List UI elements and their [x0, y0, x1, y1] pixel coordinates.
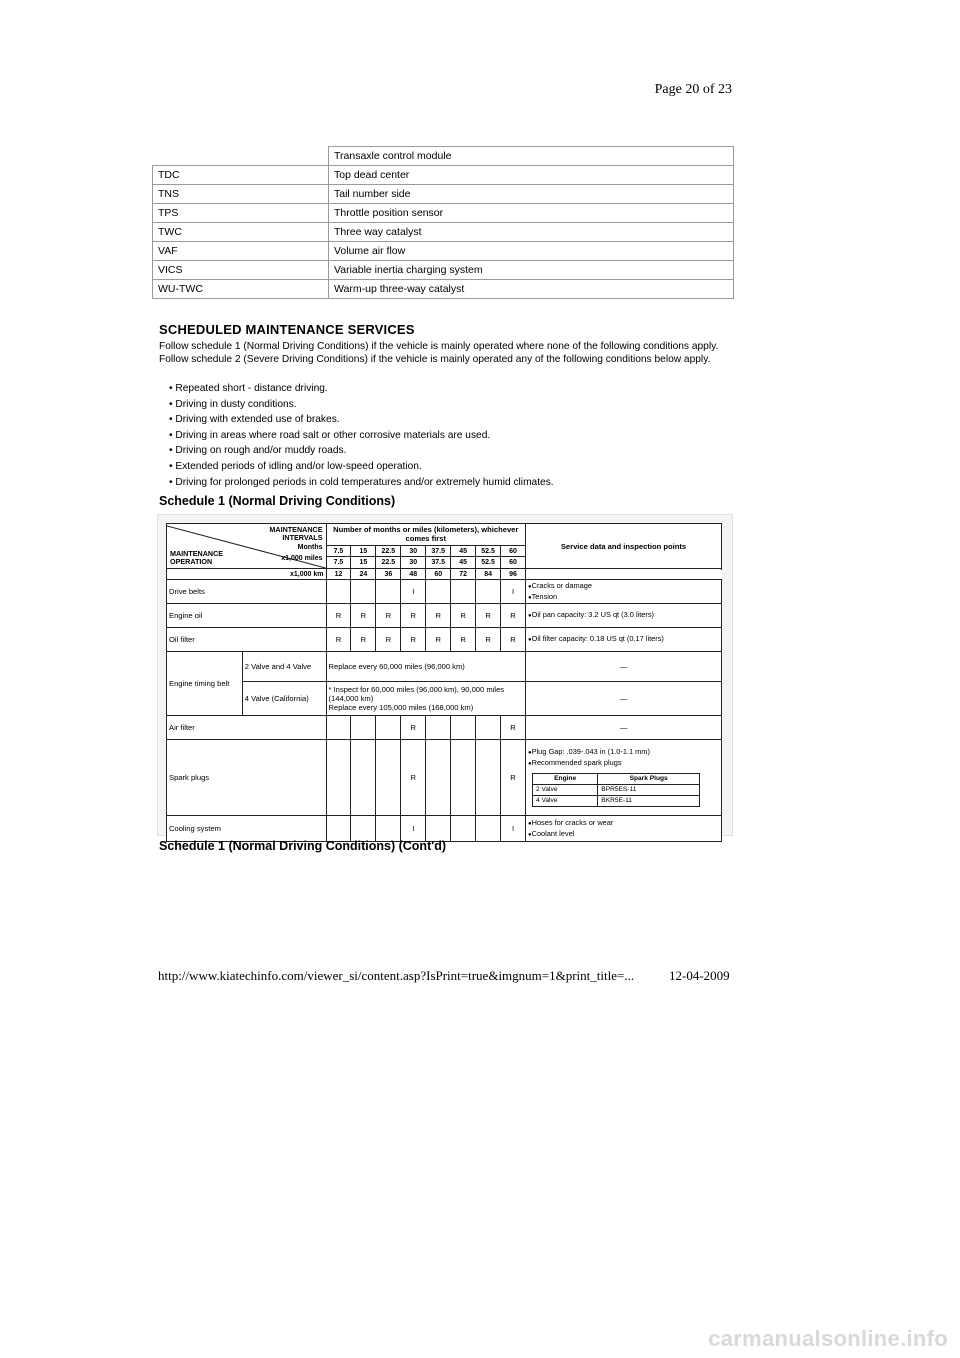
condition-item: • Driving with extended use of brakes.: [169, 414, 340, 426]
engine-oil-mark: R: [351, 604, 376, 628]
engine-oil-mark: R: [401, 604, 426, 628]
spark-plugs-mark: R: [401, 740, 426, 816]
section-title: SCHEDULED MAINTENANCE SERVICES: [159, 322, 415, 337]
abbreviation-code: TWC: [153, 223, 329, 242]
schedule1-heading: Schedule 1 (Normal Driving Conditions): [159, 494, 396, 508]
condition-item: • Driving in areas where road salt or other corrosive materials are used.: [169, 429, 491, 441]
abbreviation-code: [153, 147, 329, 166]
intro-line-1: Follow schedule 1 (Normal Driving Conditions) if the vehicle is mainly operated where none of the following conditions apply.: [159, 341, 719, 352]
intro-line-2: Follow schedule 2 (Severe Driving Conditions) if the vehicle is mainly operated any of the following conditions below apply.: [159, 354, 711, 365]
section-intro: [159, 340, 739, 366]
condition-item: • Repeated short - distance driving.: [169, 383, 328, 394]
abbreviation-row: [153, 223, 734, 242]
oil-filter-note: ● Oil filter capacity: 0.18 US qt (0.17 liters): [528, 634, 719, 645]
km-value: 72: [451, 569, 476, 580]
oil-filter-mark: R: [401, 628, 426, 652]
abbreviation-row: [153, 242, 734, 261]
km-value: 84: [476, 569, 501, 580]
spark-plugs-mark: R: [501, 740, 526, 816]
miles-label: x1,000 miles: [281, 555, 323, 562]
abbreviation-meaning: Tail number side: [329, 185, 734, 204]
engine-oil-note: ● Oil pan capacity: 3.2 US qt (3.0 liters): [528, 610, 719, 621]
maintenance-schedule-figure: [157, 514, 733, 836]
abbreviation-code: VAF: [153, 242, 329, 261]
abbreviation-meaning: Top dead center: [329, 166, 734, 185]
oil-filter-mark: R: [351, 628, 376, 652]
months-value: 15: [351, 545, 376, 557]
km-value: 36: [376, 569, 401, 580]
km-value: 12: [326, 569, 351, 580]
drive-belts-label: Drive belts: [167, 580, 327, 604]
watermark: carmanualsonline.info: [708, 1326, 948, 1351]
drive-belts-note: ● Tension: [528, 592, 719, 603]
oil-filter-label: Oil filter: [167, 628, 327, 652]
cooling-system-label: Cooling system: [167, 816, 327, 842]
months-value: 37.5: [426, 545, 451, 557]
spark-plug-model: BKR5E-11: [598, 795, 700, 806]
miles-value: 52.5: [476, 557, 501, 569]
schedule1-contd-heading: Schedule 1 (Normal Driving Conditions) (Cont'd): [159, 839, 446, 853]
engine-oil-mark: R: [376, 604, 401, 628]
engine-oil-mark: R: [426, 604, 451, 628]
condition-item: • Driving on rough and/or muddy roads.: [169, 445, 347, 457]
timing-belt-sub2-text: * Inspect for 60,000 miles (96,000 km), 90,000 miles (144,000 km) Replace every 105,000 miles (168,000 km): [326, 682, 525, 716]
miles-value: 30: [401, 557, 426, 569]
air-filter-note: —: [525, 716, 721, 740]
abbreviation-row: [153, 166, 734, 185]
spark-plug-header: Engine: [532, 773, 597, 784]
abbreviation-code: TPS: [153, 204, 329, 223]
months-label: Months: [297, 544, 323, 551]
drive-belts-mark: I: [501, 580, 526, 604]
cooling-system-mark: I: [401, 816, 426, 842]
timing-belt-dash: —: [525, 682, 721, 716]
timing-belt-dash: —: [525, 652, 721, 682]
service-header: Service data and inspection points: [525, 524, 721, 569]
abbreviation-code: TNS: [153, 185, 329, 204]
corner-intervals-label: MAINTENANCE INTERVALS: [269, 525, 323, 542]
engine-oil-mark: R: [476, 604, 501, 628]
drive-belts-mark: I: [401, 580, 426, 604]
condition-item: • Extended periods of idling and/or low-speed operation.: [169, 460, 422, 472]
abbreviation-meaning: Three way catalyst: [329, 223, 734, 242]
oil-filter-mark: R: [376, 628, 401, 652]
miles-value: 15: [351, 557, 376, 569]
cooling-system-note: ● Hoses for cracks or wear: [528, 818, 719, 829]
km-value: 60: [426, 569, 451, 580]
spark-plug-table: [532, 773, 700, 807]
engine-oil-mark: R: [501, 604, 526, 628]
miles-value: 37.5: [426, 557, 451, 569]
spark-plugs-label: Spark plugs: [167, 740, 327, 816]
timing-belt-sub1-text: Replace every 60,000 miles (96,000 km): [326, 652, 525, 682]
interval-header: Number of months or miles (kilometers), whichever comes first: [326, 524, 525, 546]
miles-value: 60: [501, 557, 526, 569]
timing-belt-label: Engine timing belt: [167, 652, 243, 716]
spark-plugs-note: ● Recommended spark plugs: [528, 758, 719, 769]
table-corner-header: [167, 524, 327, 569]
page-number: Page 20 of 23: [654, 82, 732, 97]
abbreviation-meaning: Throttle position sensor: [329, 204, 734, 223]
cooling-system-mark: I: [501, 816, 526, 842]
abbreviation-row: [153, 280, 734, 299]
air-filter-mark: R: [501, 716, 526, 740]
engine-oil-mark: R: [451, 604, 476, 628]
spark-plug-engine: 4 Valve: [532, 795, 597, 806]
months-value: 45: [451, 545, 476, 557]
abbreviation-row: [153, 261, 734, 280]
condition-item: • Driving for prolonged periods in cold temperatures and/or extremely humid climates.: [169, 476, 554, 488]
miles-value: 45: [451, 557, 476, 569]
km-value: 24: [351, 569, 376, 580]
months-value: 22.5: [376, 545, 401, 557]
spark-plugs-note: ● Plug Gap: .039-.043 in (1.0-1.1 mm): [528, 747, 719, 758]
abbreviation-meaning: Variable inertia charging system: [329, 261, 734, 280]
maintenance-table: [166, 523, 722, 842]
abbreviation-meaning: Transaxle control module: [329, 147, 734, 166]
miles-value: 7.5: [326, 557, 351, 569]
miles-value: 22.5: [376, 557, 401, 569]
abbreviation-meaning: Volume air flow: [329, 242, 734, 261]
spark-plug-engine: 2 Valve: [532, 784, 597, 795]
timing-belt-sub1: 2 Valve and 4 Valve: [242, 652, 326, 682]
corner-operation-label: MAINTENANCE OPERATION: [170, 549, 224, 566]
abbreviation-code: WU-TWC: [153, 280, 329, 299]
abbreviation-meaning: Warm-up three-way catalyst: [329, 280, 734, 299]
abbreviation-row: [153, 185, 734, 204]
engine-oil-label: Engine oil: [167, 604, 327, 628]
oil-filter-mark: R: [476, 628, 501, 652]
timing-belt-sub2: 4 Valve (California): [242, 682, 326, 716]
months-value: 52.5: [476, 545, 501, 557]
months-value: 7.5: [326, 545, 351, 557]
cooling-system-note: ● Coolant level: [528, 829, 719, 840]
months-value: 30: [401, 545, 426, 557]
air-filter-mark: R: [401, 716, 426, 740]
km-value: 96: [501, 569, 526, 580]
air-filter-label: Air filter: [167, 716, 327, 740]
km-label: x1,000 km: [167, 569, 327, 580]
abbreviation-code: TDC: [153, 166, 329, 185]
spark-plug-header: Spark Plugs: [598, 773, 700, 784]
abbreviation-code: VICS: [153, 261, 329, 280]
engine-oil-mark: R: [326, 604, 351, 628]
oil-filter-mark: R: [501, 628, 526, 652]
spark-plug-model: BPR5ES-11: [598, 784, 700, 795]
drive-belts-note: ● Cracks or damage: [528, 581, 719, 592]
condition-list: [169, 381, 554, 490]
abbreviation-row: [153, 204, 734, 223]
footer-date: 12-04-2009: [669, 968, 730, 983]
oil-filter-mark: R: [451, 628, 476, 652]
months-value: 60: [501, 545, 526, 557]
oil-filter-mark: R: [326, 628, 351, 652]
abbreviation-row: [153, 147, 734, 166]
oil-filter-mark: R: [426, 628, 451, 652]
abbreviation-table: [152, 146, 734, 299]
km-value: 48: [401, 569, 426, 580]
condition-item: • Driving in dusty conditions.: [169, 398, 297, 410]
footer-url: http://www.kiatechinfo.com/viewer_si/content.asp?IsPrint=true&imgnum=1&print_title=...: [158, 968, 635, 983]
